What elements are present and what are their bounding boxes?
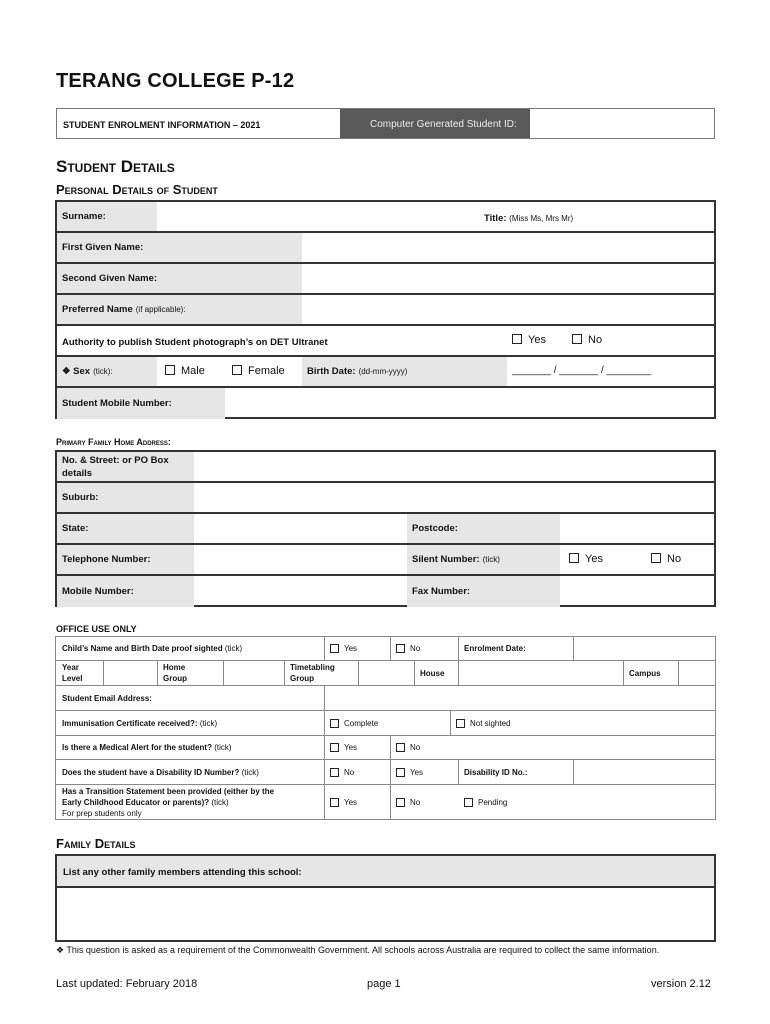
birth-date-label: Birth Date: (dd-mm-yyyy) [302, 357, 507, 386]
transition-no-option[interactable]: No [390, 785, 458, 820]
footnote: ❖ This question is asked as a requirement of the Commonwealth Government. All schools across Australia are required to collect the same information. [56, 945, 660, 955]
enrolment-info-label: STUDENT ENROLMENT INFORMATION – 2021 [63, 120, 261, 130]
silent-yes-checkbox[interactable] [569, 553, 579, 563]
medical-no-option[interactable]: No [390, 736, 458, 759]
suburb-row [57, 483, 714, 514]
photo-yes-option[interactable]: Yes [512, 334, 546, 346]
immunisation-label: Immunisation Certificate received?: (tick) [62, 718, 218, 728]
disability-no-option[interactable]: No [324, 760, 390, 784]
immunisation-complete-option[interactable]: Complete [324, 711, 450, 735]
silent-no-option[interactable]: No [651, 553, 681, 565]
transition-pending-option[interactable]: Pending [458, 785, 608, 820]
enrolment-header-table [56, 108, 715, 139]
preferred-name-field[interactable] [302, 295, 714, 324]
street-label: No. & Street: or PO Box details [57, 452, 194, 481]
surname-row [57, 202, 714, 233]
student-mobile-label: Student Mobile Number: [57, 388, 225, 419]
immunisation-row [56, 711, 715, 736]
proof-no-checkbox[interactable] [396, 644, 405, 653]
student-mobile-field[interactable] [225, 388, 714, 419]
family-details-heading: Family Details [56, 836, 136, 851]
street-row [57, 452, 714, 483]
photo-no-option[interactable]: No [572, 334, 602, 346]
immunisation-complete-checkbox[interactable] [330, 719, 339, 728]
male-checkbox[interactable] [165, 365, 175, 375]
street-field[interactable] [194, 452, 714, 481]
medical-label: Is there a Medical Alert for the student? (tick) [62, 743, 232, 752]
sex-label: ❖ Sex (tick): [57, 357, 157, 386]
disability-no-checkbox[interactable] [330, 768, 339, 777]
surname-field[interactable] [157, 202, 714, 231]
personal-details-table [55, 200, 716, 419]
state-label: State: [57, 514, 194, 543]
disability-yes-option[interactable]: Yes [390, 760, 458, 784]
campus-field[interactable] [678, 661, 715, 685]
female-option[interactable]: Female [232, 365, 285, 377]
silent-no-checkbox[interactable] [651, 553, 661, 563]
home-group-label: Home Group [163, 663, 187, 683]
telephone-row [57, 545, 714, 576]
family-mobile-label: Mobile Number: [57, 576, 194, 607]
personal-details-heading: Personal Details of Student [56, 182, 218, 197]
photo-no-checkbox[interactable] [572, 334, 582, 344]
silent-yes-option[interactable]: Yes [569, 553, 603, 565]
fax-field[interactable] [560, 576, 714, 607]
medical-yes-checkbox[interactable] [330, 743, 339, 752]
immunisation-not-sighted-checkbox[interactable] [456, 719, 465, 728]
office-use-table [55, 636, 716, 820]
student-id-field[interactable] [530, 109, 714, 138]
state-field[interactable] [194, 514, 407, 543]
second-name-row [57, 264, 714, 295]
timetabling-group-label: Timetabling Group [290, 663, 335, 683]
medical-no-checkbox[interactable] [396, 743, 405, 752]
disability-id-field[interactable] [573, 760, 715, 784]
version: version 2.12 [651, 978, 711, 990]
title-label: Title: (Miss Ms, Mrs Mr) [484, 213, 574, 224]
proof-row [56, 637, 715, 661]
first-name-label: First Given Name: [57, 233, 302, 262]
student-id-label: Computer Generated Student ID: [340, 109, 530, 138]
office-use-heading: OFFICE USE ONLY [56, 624, 137, 634]
postcode-field[interactable] [560, 514, 714, 543]
family-list-label: List any other family members attending this school: [63, 867, 302, 878]
transition-yes-checkbox[interactable] [330, 798, 339, 807]
house-field[interactable] [458, 661, 623, 685]
year-level-field[interactable] [103, 661, 157, 685]
home-group-field[interactable] [223, 661, 284, 685]
sex-birthdate-row [57, 357, 714, 388]
page-title: TERANG COLLEGE P-12 [56, 70, 295, 92]
male-option[interactable]: Male [165, 365, 205, 377]
photo-authority-row [57, 326, 714, 357]
enrolment-date-label: Enrolment Date: [464, 644, 526, 653]
address-heading: Primary Family Home Address: [56, 437, 171, 447]
fax-label: Fax Number: [407, 576, 560, 607]
year-level-label: Year Level [62, 663, 83, 683]
transition-label: Has a Transition Statement been provided (either by the Early Childhood Educator or parents)? (tick) For prep students only [62, 787, 275, 818]
mobile-row [57, 388, 714, 419]
page-number: page 1 [367, 978, 401, 990]
mobile-fax-row [57, 576, 714, 607]
postcode-label: Postcode: [407, 514, 560, 543]
photo-authority-label: Authority to publish Student photograph’s on DET Ultranet [62, 337, 328, 348]
proof-no-option[interactable]: No [390, 637, 458, 660]
first-name-row [57, 233, 714, 264]
telephone-label: Telephone Number: [57, 545, 194, 574]
preferred-name-label: Preferred Name (if applicable): [57, 295, 302, 324]
transition-yes-option[interactable]: Yes [324, 785, 390, 820]
disability-row [56, 760, 715, 785]
house-label: House [420, 668, 445, 678]
disability-yes-checkbox[interactable] [396, 768, 405, 777]
surname-label: Surname: [57, 202, 157, 231]
proof-yes-checkbox[interactable] [330, 644, 339, 653]
second-name-label: Second Given Name: [57, 264, 302, 293]
email-field[interactable] [324, 686, 715, 710]
family-list-field[interactable] [57, 888, 714, 940]
disability-label: Does the student have a Disability ID Number? (tick) [62, 767, 259, 777]
family-mobile-field[interactable] [194, 576, 407, 607]
transition-no-checkbox[interactable] [396, 798, 405, 807]
group-row [56, 661, 715, 686]
photo-yes-checkbox[interactable] [512, 334, 522, 344]
silent-number-label: Silent Number: (tick) [407, 545, 560, 574]
last-updated: Last updated: February 2018 [56, 978, 198, 990]
telephone-field[interactable] [194, 545, 407, 574]
state-row [57, 514, 714, 545]
first-name-field[interactable] [302, 233, 714, 262]
transition-row [56, 785, 715, 820]
email-row [56, 686, 715, 711]
second-name-field[interactable] [302, 264, 714, 293]
medical-yes-option[interactable]: Yes [324, 736, 390, 759]
timetabling-group-field[interactable] [358, 661, 414, 685]
birth-date-field[interactable]: _______ / _______ / ________ [512, 365, 652, 376]
proof-yes-option[interactable]: Yes [324, 637, 390, 660]
proof-label: Child’s Name and Birth Date proof sighted (tick) [62, 644, 243, 653]
suburb-label: Suburb: [57, 483, 194, 512]
campus-label: Campus [629, 668, 661, 678]
student-details-heading: Student Details [56, 157, 175, 176]
enrolment-date-field[interactable] [573, 637, 715, 660]
disability-id-label: Disability ID No.: [464, 767, 528, 777]
address-table [55, 450, 716, 607]
email-label: Student Email Address: [62, 693, 152, 703]
suburb-field[interactable] [194, 483, 714, 512]
transition-pending-checkbox[interactable] [464, 798, 473, 807]
female-checkbox[interactable] [232, 365, 242, 375]
family-list-label-row [57, 856, 714, 888]
immunisation-not-sighted-option[interactable]: Not sighted [450, 711, 600, 735]
family-details-table [55, 854, 716, 942]
preferred-name-row [57, 295, 714, 326]
medical-row [56, 736, 715, 760]
